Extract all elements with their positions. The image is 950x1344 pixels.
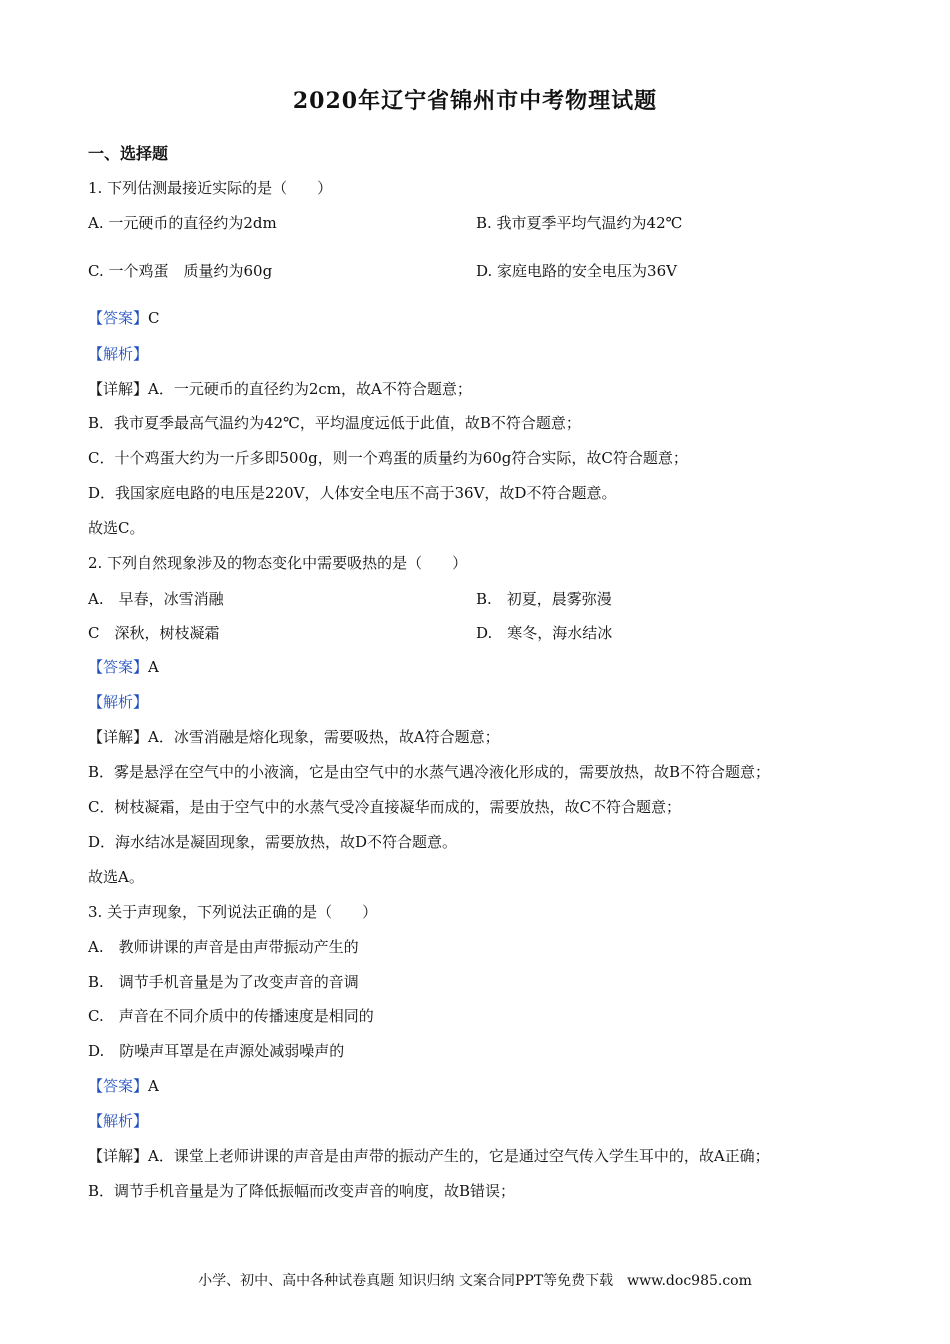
q1-detail-c: C．十个鸡蛋大约为一斤多即500g，则一个鸡蛋的质量约为60g符合实际，故C符合题意； bbox=[88, 449, 688, 467]
q3-answer bbox=[88, 1076, 159, 1096]
q1-detail-b: B．我市夏季最高气温约为42℃，平均温度远低于此值，故B不符合题意； bbox=[88, 414, 581, 432]
q1-stem: 1. 下列估测最接近实际的是（ ） bbox=[88, 179, 333, 197]
q2-detail-d: D．海水结冰是凝固现象，需要放热，故D不符合题意。 bbox=[88, 833, 458, 851]
q2-answer-value: A bbox=[148, 658, 159, 676]
q3-option-d: D. 防噪声耳罩是在声源处减弱噪声的 bbox=[88, 1042, 345, 1060]
q1-detail-a bbox=[88, 379, 472, 399]
q1-option-c: C. 一个鸡蛋 质量约为60g bbox=[88, 262, 273, 280]
q3-option-b: B. 调节手机音量是为了改变声音的音调 bbox=[88, 973, 359, 991]
q3-option-c: C. 声音在不同介质中的传播速度是相同的 bbox=[88, 1007, 374, 1025]
q2-stem: 2. 下列自然现象涉及的物态变化中需要吸热的是（ ） bbox=[88, 554, 468, 572]
answer-tag: 【答案】 bbox=[88, 309, 149, 327]
q1-option-a: A. 一元硬币的直径约为2dm bbox=[88, 214, 277, 232]
q2-analysis-tag: 【解析】 bbox=[88, 693, 149, 711]
q3-stem: 3. 关于声现象，下列说法正确的是（ ） bbox=[88, 903, 378, 921]
q1-option-d: D. 家庭电路的安全电压为36V bbox=[476, 262, 677, 280]
q1-analysis-tag: 【解析】 bbox=[88, 345, 149, 363]
q2-detail-c: C．树枝凝霜，是由于空气中的水蒸气受冷直接凝华而成的，需要放热，故C不符合题意； bbox=[88, 798, 681, 816]
answer-tag: 【答案】 bbox=[88, 658, 149, 676]
q1-answer-value: C bbox=[148, 309, 160, 327]
q2-option-c: C 深秋，树枝凝霜 bbox=[88, 624, 220, 642]
detail-tag: 【详解】 bbox=[88, 380, 149, 398]
q3-detail-a bbox=[88, 1146, 770, 1166]
q3-option-a: A. 教师讲课的声音是由声带振动产生的 bbox=[88, 938, 359, 956]
q2-conclusion: 故选A。 bbox=[88, 868, 144, 886]
q3-detail-b: B．调节手机音量是为了降低振幅而改变声音的响度，故B错误； bbox=[88, 1182, 516, 1200]
q1-conclusion: 故选C。 bbox=[88, 519, 145, 537]
q3-detail-a-text: A．课堂上老师讲课的声音是由声带的振动产生的，它是通过空气传入学生耳中的，故A正确； bbox=[148, 1147, 770, 1165]
q2-answer bbox=[88, 657, 159, 677]
q2-detail-a-text: A．冰雪消融是熔化现象，需要吸热，故A符合题意； bbox=[148, 728, 500, 746]
page-title: 2020年辽宁省锦州市中考物理试题 bbox=[292, 88, 658, 114]
answer-tag: 【答案】 bbox=[88, 1077, 149, 1095]
q2-option-d: D. 寒冬，海水结冰 bbox=[476, 624, 613, 642]
q2-option-b: B. 初夏，晨雾弥漫 bbox=[476, 590, 612, 608]
q3-analysis-tag: 【解析】 bbox=[88, 1112, 149, 1130]
q1-detail-d: D．我国家庭电路的电压是220V，人体安全电压不高于36V，故D不符合题意。 bbox=[88, 484, 617, 502]
q1-detail-a-text: A．一元硬币的直径约为2cm，故A不符合题意； bbox=[148, 380, 472, 398]
detail-tag: 【详解】 bbox=[88, 728, 149, 746]
q2-option-a: A. 早春，冰雪消融 bbox=[88, 590, 224, 608]
section-heading: 一、选择题 bbox=[88, 144, 169, 163]
q2-detail-b: B．雾是悬浮在空气中的小液滴，它是由空气中的水蒸气遇冷液化形成的，需要放热，故B不符合题意； bbox=[88, 763, 771, 781]
q3-answer-value: A bbox=[148, 1077, 159, 1095]
q1-answer bbox=[88, 308, 160, 328]
q1-option-b: B. 我市夏季平均气温约为42℃ bbox=[476, 214, 683, 232]
page-footer: 小学、初中、高中各种试卷真题 知识归纳 文案合同PPT等免费下载 www.doc985.com bbox=[198, 1273, 752, 1289]
q2-detail-a bbox=[88, 727, 500, 747]
detail-tag: 【详解】 bbox=[88, 1147, 149, 1165]
